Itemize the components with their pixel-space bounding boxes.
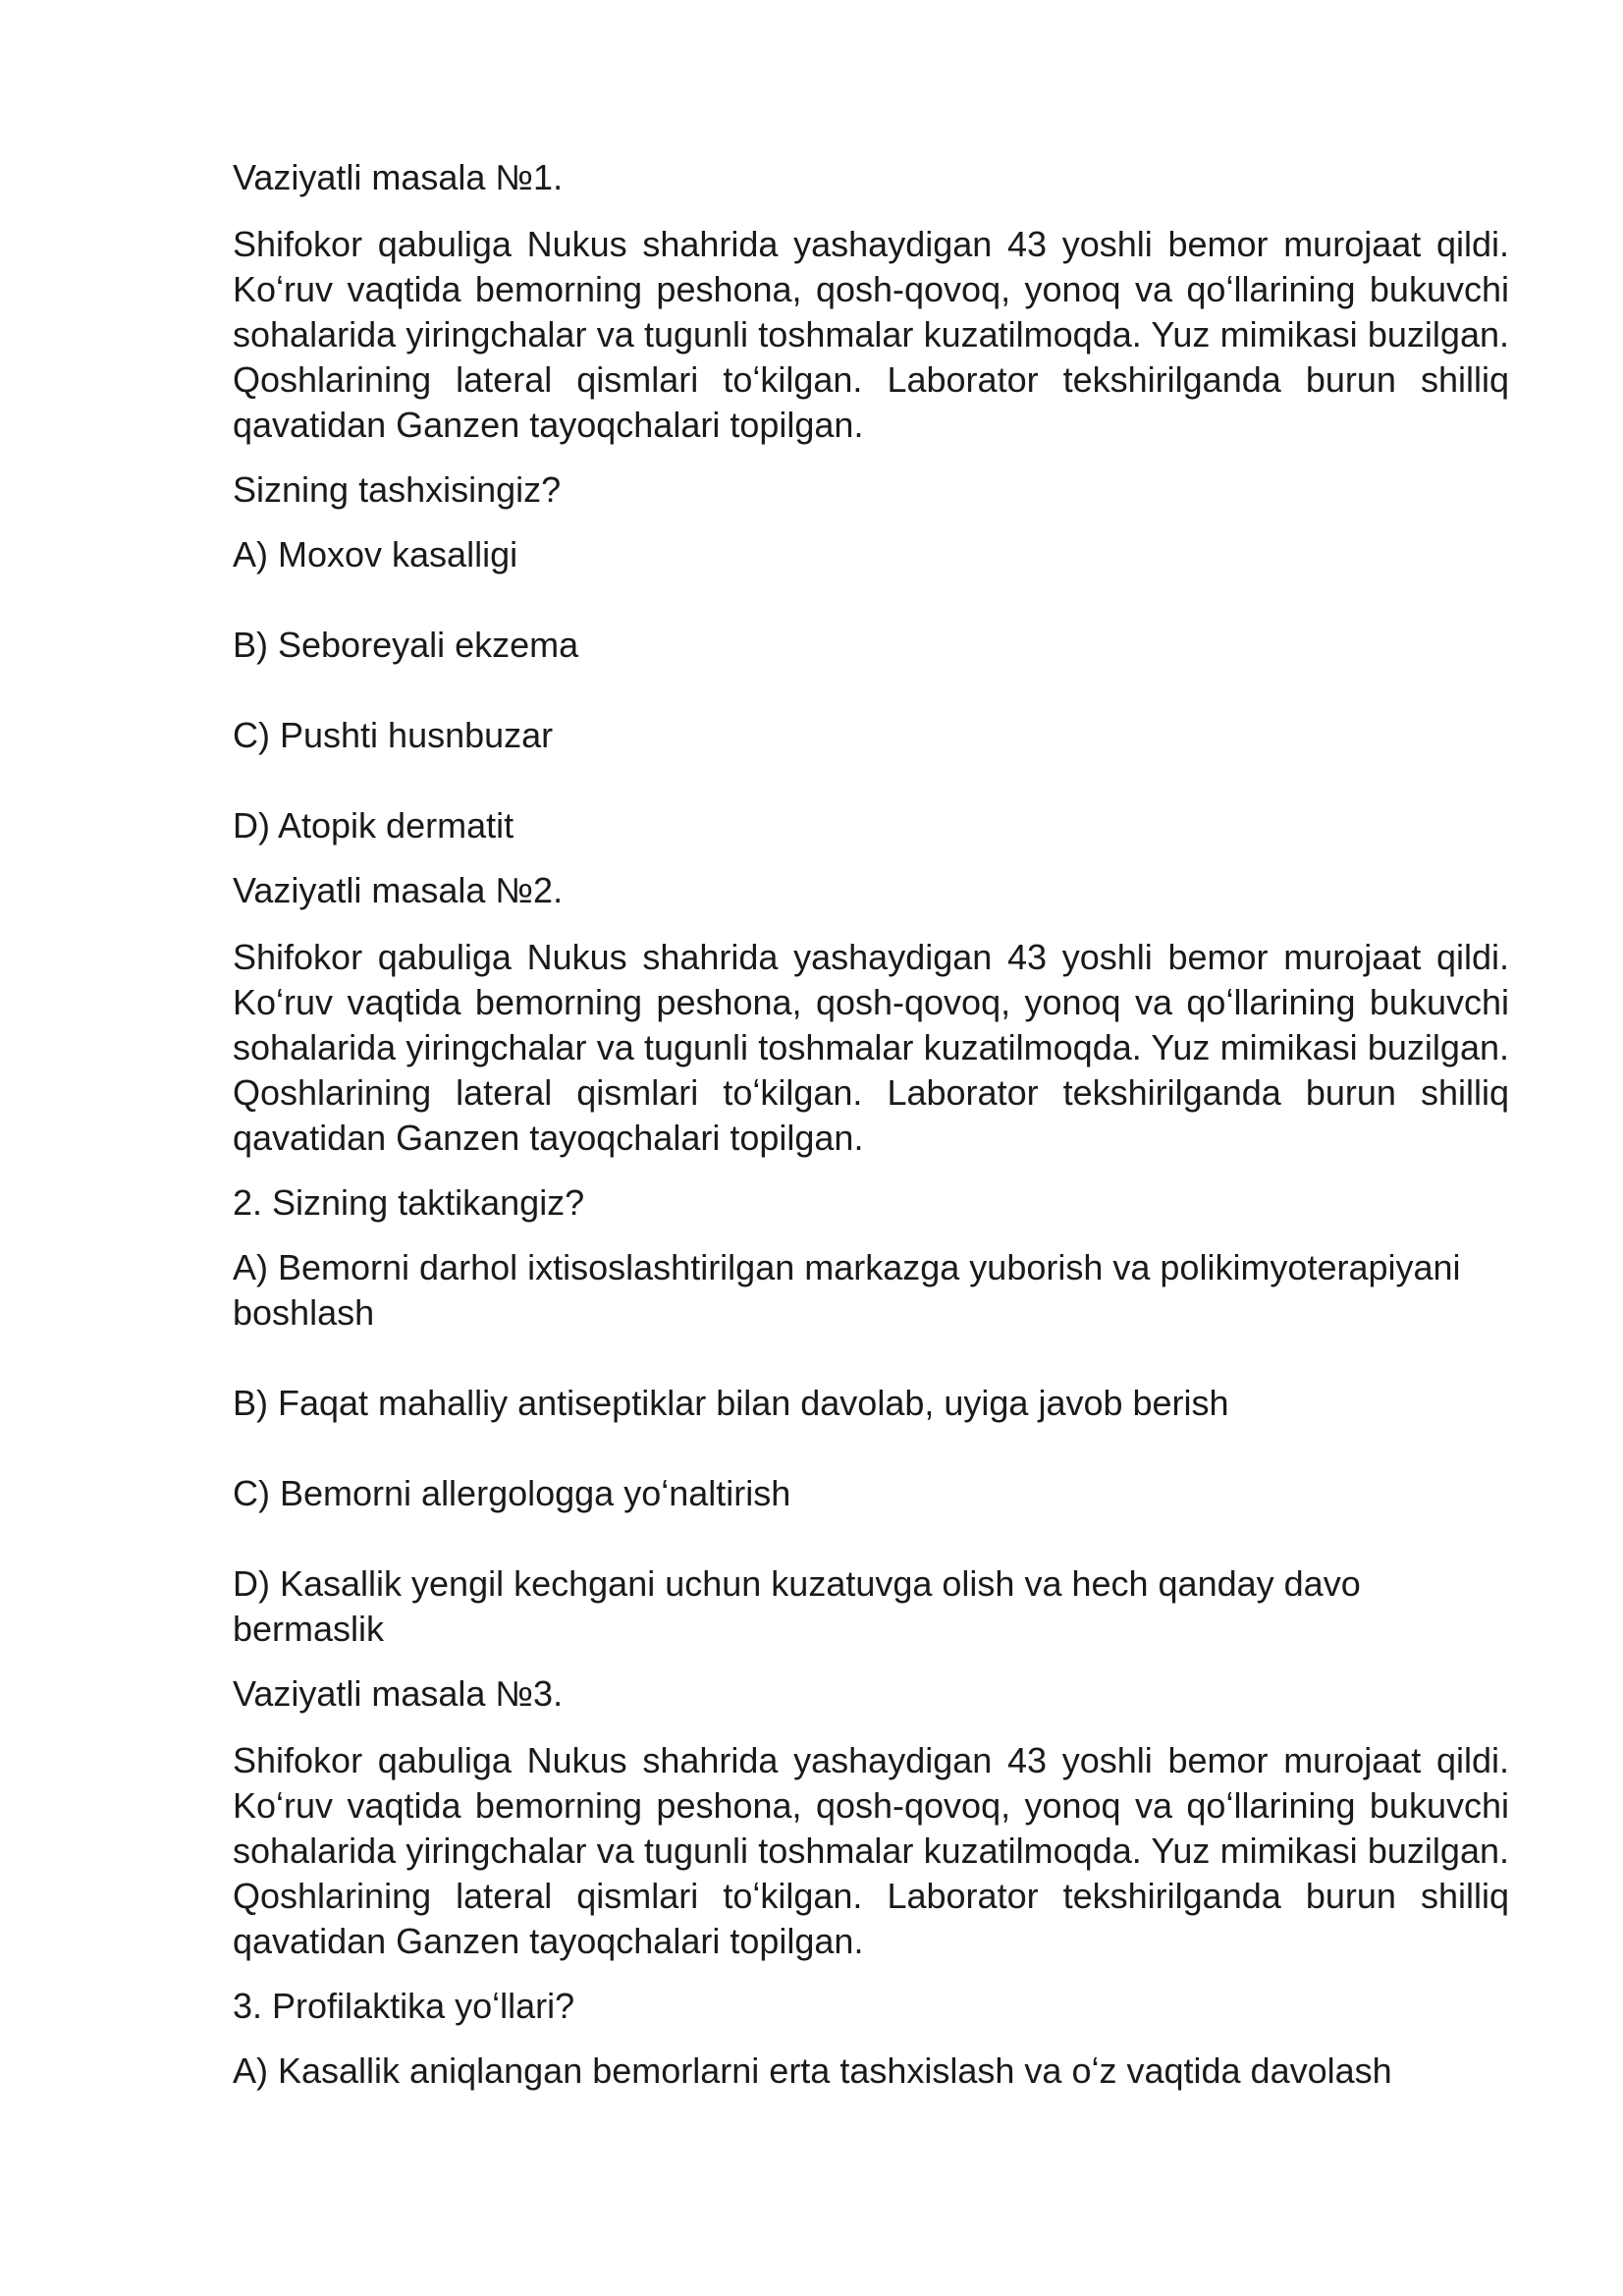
case-problem-text: Shifokor qabuliga Nukus shahrida yashaydigan 43 yoshli bemor murojaat qildi. Koʻruv vaqtida bemorning peshona, qosh-qovoq, yonoq va qoʻllarining bukuvchi sohalarida yiringchalar va tugunli toshmalar kuzatilmoqda. Yuz mimikasi buzilgan. Qoshlarining lateral qismlari toʻkilgan. Laborator tekshirilganda burun shilliq qavatidan Ganzen tayoqchalari topilgan.: [233, 1740, 1509, 1961]
answer-option-b: B) Seboreyali ekzema: [233, 625, 579, 665]
answer-option-c: C) Bemorni allergologga yoʻnaltirish: [233, 1473, 791, 1513]
case-heading: Vaziyatli masala №1.: [233, 157, 564, 197]
case-heading: Vaziyatli masala №3.: [233, 1673, 564, 1714]
document-page: [233, 155, 1509, 2113]
case-problem-text: Shifokor qabuliga Nukus shahrida yashaydigan 43 yoshli bemor murojaat qildi. Koʻruv vaqtida bemorning peshona, qosh-qovoq, yonoq va qoʻllarining bukuvchi sohalarida yiringchalar va tugunli toshmalar kuzatilmoqda. Yuz mimikasi buzilgan. Qoshlarining lateral qismlari toʻkilgan. Laborator tekshirilganda burun shilliq qavatidan Ganzen tayoqchalari topilgan.: [233, 937, 1509, 1158]
answer-option-d: D) Atopik dermatit: [233, 805, 514, 846]
answer-option-a: A) Bemorni darhol ixtisoslashtirilgan markazga yuborish va polikimyoterapiyani boshlash: [233, 1247, 1461, 1333]
case-question: 2. Sizning taktikangiz?: [233, 1182, 585, 1223]
answer-option-d: D) Kasallik yengil kechgani uchun kuzatuvga olish va hech qanday davo bermaslik: [233, 1563, 1361, 1649]
case-heading: Vaziyatli masala №2.: [233, 870, 564, 910]
case-1: [233, 155, 1509, 848]
case-3: [233, 1671, 1509, 2094]
answer-option-a: A) Kasallik aniqlangan bemorlarni erta tashxislash va oʻz vaqtida davolash: [233, 2050, 1392, 2091]
case-problem-text: Shifokor qabuliga Nukus shahrida yashaydigan 43 yoshli bemor murojaat qildi. Koʻruv vaqtida bemorning peshona, qosh-qovoq, yonoq va qoʻllarining bukuvchi sohalarida yiringchalar va tugunli toshmalar kuzatilmoqda. Yuz mimikasi buzilgan. Qoshlarining lateral qismlari toʻkilgan. Laborator tekshirilganda burun shilliq qavatidan Ganzen tayoqchalari topilgan.: [233, 224, 1509, 445]
answer-option-a: A) Moxov kasalligi: [233, 534, 518, 574]
case-question: Sizning tashxisingiz?: [233, 469, 562, 510]
answer-options: [233, 2049, 1509, 2094]
case-2: [233, 868, 1509, 1652]
answer-option-b: B) Faqat mahalliy antiseptiklar bilan davolab, uyiga javob berish: [233, 1383, 1229, 1423]
case-question: 3. Profilaktika yoʻllari?: [233, 1986, 575, 2026]
answer-options: [233, 1245, 1509, 1652]
answer-option-c: C) Pushti husnbuzar: [233, 715, 554, 755]
answer-options: [233, 532, 1509, 848]
